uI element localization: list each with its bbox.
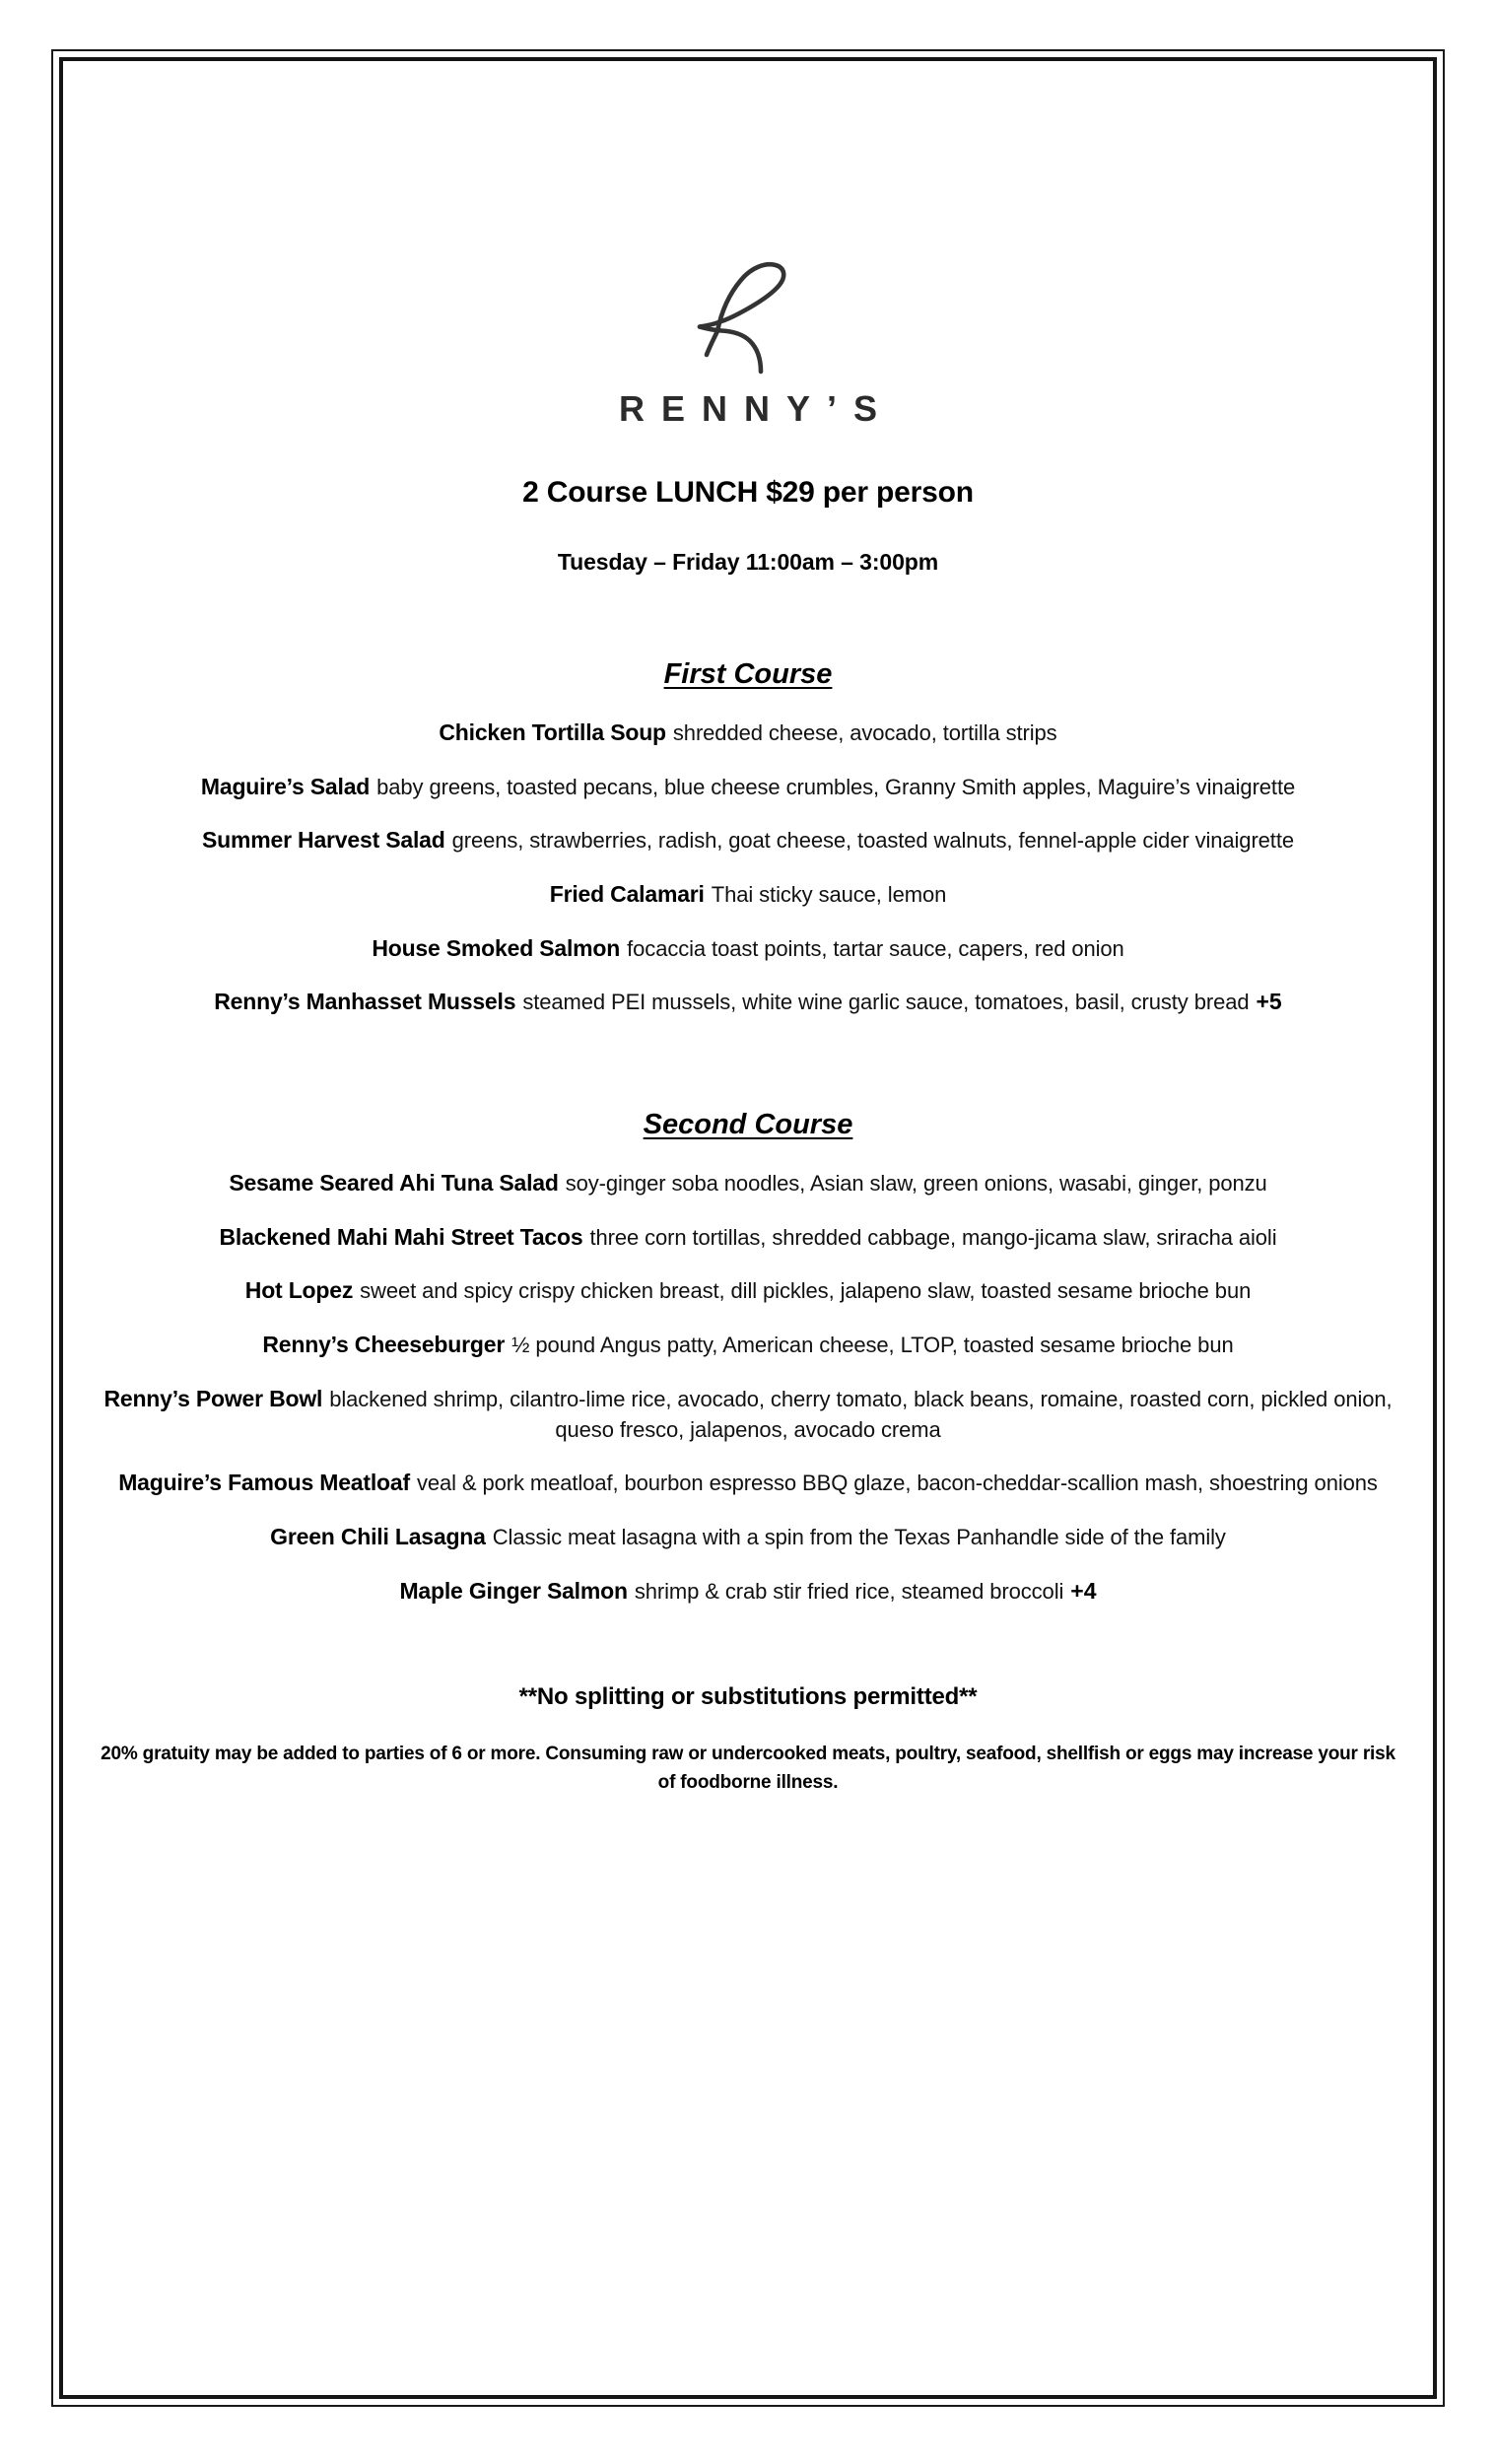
menu-item-description: shredded cheese, avocado, tortilla strips [672,720,1057,745]
course-heading-first: First Course [663,658,833,690]
menu-item-description: blackened shrimp, cilantro-lime rice, avocado, cherry tomato, black beans, romaine, roasted corn, pickled onion, queso fresco, jalapenos, avocado crema [329,1386,1393,1443]
no-splitting-note: **No splitting or substitutions permitted** [518,1683,978,1711]
menu-item-name: Maple Ginger Salmon [399,1577,628,1604]
menu-item-description: focaccia toast points, tartar sauce, capers, red onion [627,935,1124,961]
menu-item-upcharge: +4 [1070,1577,1097,1604]
gratuity-disclaimer: 20% gratuity may be added to parties of 6 or more. Consuming raw or undercooked meats, poultry, seafood, shellfish or eggs may increase your risk of foodborne illness. [101,1744,1395,1794]
menu-item-name: Summer Harvest Salad [202,827,445,854]
menu-item-name: Blackened Mahi Mahi Street Tacos [219,1223,583,1250]
menu-item-name: Renny’s Manhasset Mussels [214,989,516,1015]
menu-item-name: Maguire’s Salad [200,773,371,799]
menu-item-description: three corn tortillas, shredded cabbage, mango-jicama slaw, sriracha aioli [589,1224,1277,1250]
brand-wordmark: RENNY’S [618,388,895,429]
menu-item-name: House Smoked Salmon [372,934,621,961]
menu-item [97,717,1399,749]
menu-headline: 2 Course LUNCH $29 per person [522,476,974,509]
menu-item-name: Sesame Seared Ahi Tuna Salad [229,1169,559,1196]
menu-item-name: Maguire’s Famous Meatloaf [118,1470,410,1496]
menu-item-description: steamed PEI mussels, white wine garlic sauce, tomatoes, basil, crusty bread [522,990,1250,1015]
menu-item [97,1221,1399,1254]
menu-item-description: Thai sticky sauce, lemon [711,881,947,907]
menu-item-description: sweet and spicy crispy chicken breast, dill pickles, jalapeno slaw, toasted sesame brioche bun [360,1278,1252,1304]
menu-item [97,771,1399,803]
course-list-second [97,1167,1399,1607]
menu-item-description: Classic meat lasagna with a spin from the Texas Panhandle side of the family [492,1525,1226,1550]
menu-item [97,1329,1399,1361]
menu-item-name: Hot Lopez [244,1277,354,1304]
menu-hours: Tuesday – Friday 11:00am – 3:00pm [557,549,939,575]
menu-item-name: Green Chili Lasagna [270,1524,486,1550]
menu-item-name: Fried Calamari [549,880,705,907]
menu-item-description: shrimp & crab stir fried rice, steamed broccoli [634,1578,1064,1604]
course-list-first [97,717,1399,1018]
menu-item-description: soy-ginger soba noodles, Asian slaw, green onions, wasabi, ginger, ponzu [565,1170,1267,1196]
menu-item-name: Chicken Tortilla Soup [439,719,666,745]
menu-item-description: greens, strawberries, radish, goat cheese, toasted walnuts, fennel-apple cider vinaigrette [451,828,1294,854]
menu-item-description: baby greens, toasted pecans, blue cheese crumbles, Granny Smith apples, Maguire’s vinaigrette [376,774,1296,799]
menu-item [97,1575,1399,1608]
menu-content [59,57,1437,2399]
menu-item [97,878,1399,911]
menu-item-upcharge: +5 [1256,989,1282,1015]
menu-item-name: Renny’s Power Bowl [103,1385,323,1411]
menu-item [97,932,1399,965]
menu-item-name: Renny’s Cheeseburger [262,1331,506,1357]
menu-item [97,824,1399,856]
course-heading-second: Second Course [643,1108,853,1140]
menu-item-description: ½ pound Angus patty, American cheese, LTOP, toasted sesame brioche bun [511,1332,1234,1357]
menu-item [97,986,1399,1018]
menu-item [97,1167,1399,1199]
menu-item-description: veal & pork meatloaf, bourbon espresso BBQ glaze, bacon-cheddar-scallion mash, shoestring onions [416,1471,1378,1496]
brand-logo [97,254,1399,427]
menu-item [97,1274,1399,1307]
script-r-monogram-icon [674,254,822,377]
menu-item [97,1521,1399,1553]
menu-item [97,1383,1399,1446]
menu-item [97,1467,1399,1499]
